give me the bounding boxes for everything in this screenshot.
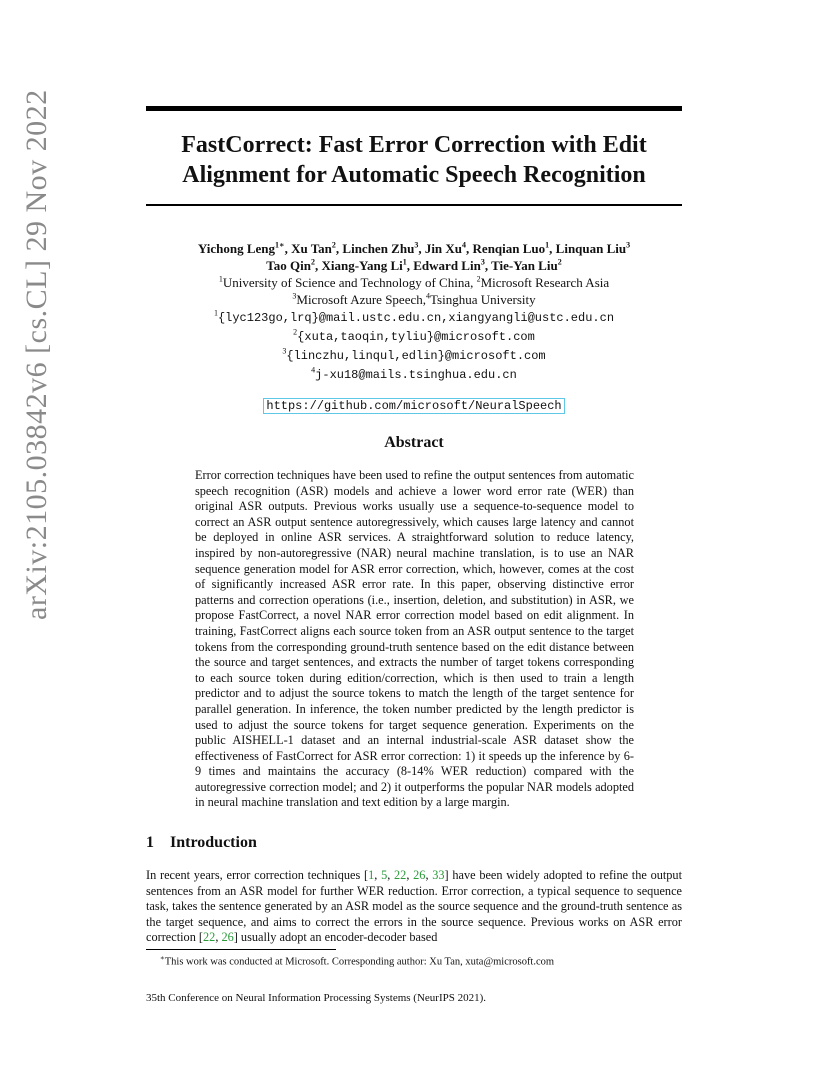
affiliation-sup: 1: [218, 274, 223, 284]
author-name: Yichong Leng: [197, 241, 276, 256]
author-names-line-2: Tao Qin$^2$, Xiang-Yang Li$^1$, Edward Lin$^3$, Tie-Yan Liu$^2$: [266, 257, 562, 273]
paper-title: [146, 130, 682, 190]
section-heading-introduction: [146, 834, 257, 852]
title-line-2: Alignment for Automatic Speech Recognition: [182, 162, 646, 188]
citation-link[interactable]: 5: [381, 868, 388, 882]
affiliation: Microsoft Research Asia: [480, 275, 610, 290]
author-name: Xu Tan: [291, 241, 332, 256]
author-sup: 2: [331, 240, 336, 250]
intro-text-part: ] have been widely adopted to refine the output sentences from an ASR model for further WER reduction. Error correction, a typical sequence to sequence task, takes the sentence generated by an ASR model as the source sequence and the ground-truth sentence as the target sequence, and aims to correct the errors in the source sequence. Previous works on ASR error correction [: [146, 868, 682, 945]
author-name: Renqian Luo: [472, 241, 546, 256]
title-bottom-rule: [146, 204, 682, 206]
abstract-text: Error correction techniques have been used to refine the output sentences from automatic speech recognition (ASR) models and achieve a lower word error rate (WER) than original ASR outputs. Previous works usually use a sequence-to-sequence model to correct an ASR output sentence autoregressively, which causes large latency and cannot be deployed in online ASR services. A straightforward solution to reduce latency, inspired by non-autoregressive (NAR) neural machine translation, is to use an NAR sequence generation model for ASR error correction, which, however, comes at the cost of significantly increased ASR error rate. In this paper, observing distinctive error patterns and correction operations (i.e., insertion, deletion, and substitution) in ASR, we propose FastCorrect, a novel NAR error correction model based on edit alignment. In training, FastCorrect aligns each source token from an ASR output sentence to the target tokens from the corresponding ground-truth sentence based on the edit distance between the source and target sentences, and extracts the number of target tokens corresponding to each source token during edition/correction, which is then used to train a length predictor and to adjust the source tokens to match the length of the target sentence for parallel generation. In inference, the token number predicted by the length predictor is used to adjust the source tokens for target sequence generation. Experiments on the public AISHELL-1 dataset and an internal industrial-scale ASR dataset show the effectiveness of FastCorrect for ASR error correction: 1) it speeds up the inference by 6-9 times and maintains the accuracy (8-14% WER reduction) compared with the autoregressive correction model; and 2) it outperforms the popular NAR models adopted in neural machine translation and text edition by a large margin.: [195, 468, 634, 810]
footnote-mark: ∗: [160, 954, 165, 962]
email-line-3: [146, 346, 682, 365]
section-number: 1: [146, 834, 154, 851]
author-sup: 3: [626, 240, 631, 250]
email-line-4: [146, 365, 682, 384]
introduction-text: In recent years, error correction techniques [1, 5, 22, 26, 33] have been widely adopted to refine the output sentences from an ASR model for further WER reduction. Error correction, a typical sequence to sequence task, takes the sentence generated by an ASR model as the source sequence and the ground-truth sentence as the target sequence, and aims to correct the errors in the source sequence. Previous works on ASR error correction [22, 26] usually adopt an encoder-decoder based: [146, 868, 682, 945]
abstract-heading: Abstract: [384, 434, 444, 451]
author-sup: 2: [557, 257, 562, 267]
affiliation: Tsinghua University: [430, 292, 536, 307]
affiliation: University of Science and Technology of China,: [222, 275, 477, 290]
github-link[interactable]: https://github.com/microsoft/NeuralSpeech: [263, 398, 564, 414]
url-row: [146, 396, 682, 414]
author-name: Xiang-Yang Li: [321, 258, 403, 273]
author-names-line-1: Yichong Leng$^{1∗}$, Xu Tan$^2$, Linchen Zhu$^3$, Jin Xu$^4$, Renqian Luo$^1$, Linquan Liu$^3$: [197, 240, 631, 256]
citation-link[interactable]: 26: [413, 868, 426, 882]
author-sup: 4: [462, 240, 467, 250]
author-name: Tao Qin: [266, 258, 311, 273]
intro-text-part: ] usually adopt an encoder-decoder based: [233, 930, 438, 945]
author-name: Jin Xu: [424, 241, 463, 256]
email-line-1: [146, 308, 682, 327]
conference-note: 35th Conference on Neural Information Processing Systems (NeurIPS 2021).: [146, 992, 487, 1004]
author-block: [146, 240, 682, 414]
title-line-1: FastCorrect: Fast Error Correction with Edit: [181, 132, 647, 158]
footnote-text: This work was conducted at Microsoft. Corresponding author: Xu Tan, xuta@microsoft.com: [164, 956, 555, 968]
author-sup: 1: [402, 257, 407, 267]
section-title: Introduction: [170, 834, 257, 851]
citation-link[interactable]: 1: [368, 868, 375, 882]
author-name: Tie-Yan Liu: [491, 258, 558, 273]
author-sup: 3: [414, 240, 419, 250]
affiliation-line-1: [146, 274, 682, 291]
citation-link[interactable]: 33: [432, 868, 445, 882]
author-name: Linquan Liu: [555, 241, 627, 256]
affiliation-line-2: [146, 291, 682, 308]
citation-link[interactable]: 22: [203, 930, 216, 945]
email-sup: 4: [311, 365, 316, 375]
email-sup: 3: [282, 346, 287, 356]
arxiv-side-stamp: arXiv:2105.03842v6 [cs.CL] 29 Nov 2022: [20, 89, 53, 620]
title-top-rule: [146, 106, 682, 111]
author-sup: 1: [545, 240, 550, 250]
email-line-2: [146, 327, 682, 346]
email-address: {linczhu,linqul,edlin}@microsoft.com: [286, 349, 546, 363]
author-name: Linchen Zhu: [342, 241, 415, 256]
email-address: {xuta,taoqin,tyliu}@microsoft.com: [297, 330, 535, 344]
author-sup: 1∗: [275, 240, 285, 250]
footnote: [160, 952, 554, 969]
author-name: Edward Lin: [413, 258, 481, 273]
citation-link[interactable]: 22: [394, 868, 407, 882]
affiliation-sup: 3: [292, 291, 297, 301]
affiliation-sup: 2: [476, 274, 481, 284]
author-sup: 2: [310, 257, 315, 267]
author-sup: 3: [480, 257, 485, 267]
footnote-rule: [146, 949, 336, 950]
affiliation: Microsoft Azure Speech,: [296, 292, 426, 307]
affiliation-sup: 4: [426, 291, 430, 301]
intro-text-part: In recent years, error correction techniques [: [146, 868, 369, 882]
email-sup: 2: [293, 327, 298, 337]
email-address: {lyc123go,lrq}@mail.ustc.edu.cn,xiangyangli@ustc.edu.cn: [217, 311, 615, 325]
email-sup: 1: [213, 308, 218, 318]
citation-link[interactable]: 26: [221, 930, 234, 945]
email-address: j-xu18@mails.tsinghua.edu.cn: [315, 368, 517, 382]
